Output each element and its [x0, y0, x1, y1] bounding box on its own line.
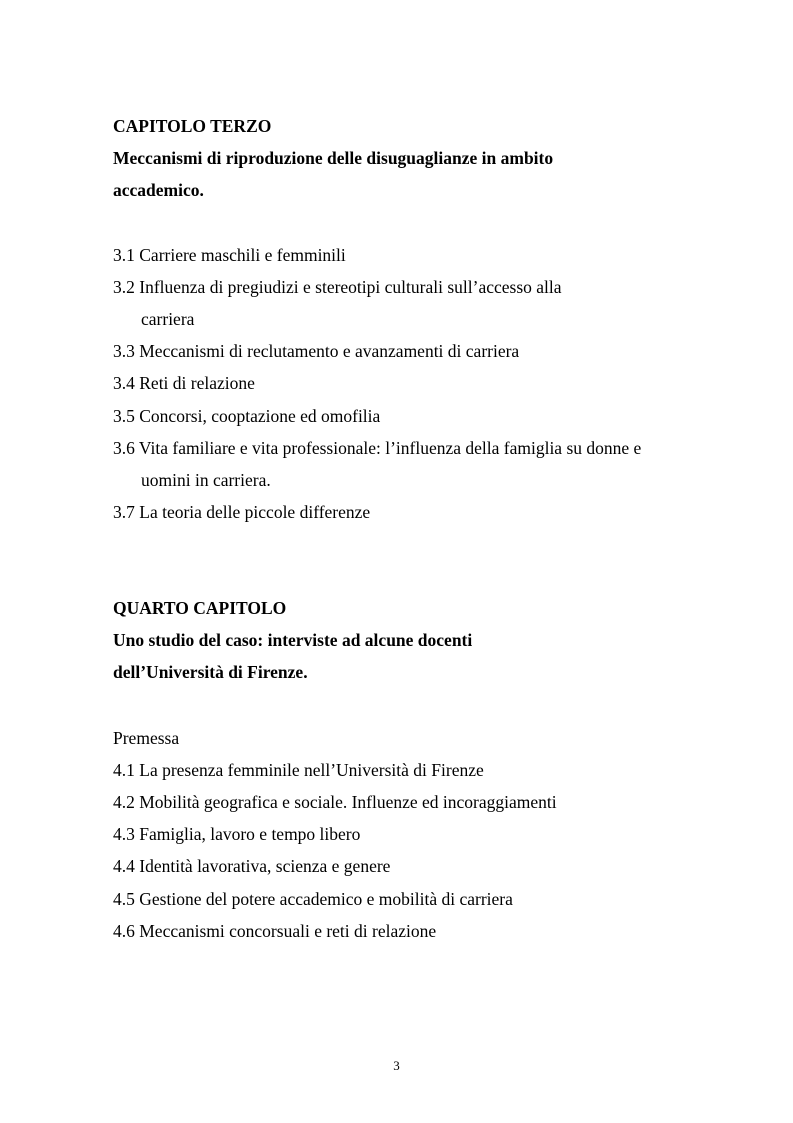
page-number: 3	[393, 1058, 400, 1073]
toc-item-3-6: 3.6 Vita familiare e vita professionale: l’influenza della famiglia su donne e	[113, 438, 642, 458]
toc-item-premessa: Premessa	[113, 728, 180, 748]
toc-item-3-7: 3.7 La teoria delle piccole differenze	[113, 502, 371, 522]
chapter3-title-line1: Meccanismi di riproduzione delle disuguaglianze in ambito	[113, 148, 554, 168]
toc-item-3-1: 3.1 Carriere maschili e femminili	[113, 245, 346, 265]
chapter3-title-line2: accademico.	[113, 180, 204, 200]
toc-item-3-5: 3.5 Concorsi, cooptazione ed omofilia	[113, 406, 381, 426]
toc-item-4-2: 4.2 Mobilità geografica e sociale. Influenze ed incoraggiamenti	[113, 792, 557, 812]
toc-item-4-6: 4.6 Meccanismi concorsuali e reti di relazione	[113, 921, 437, 941]
chapter4-title-line1: Uno studio del caso: interviste ad alcune docenti	[113, 630, 473, 650]
chapter4-title-line2: dell’Università di Firenze.	[113, 662, 308, 682]
toc-item-4-3: 4.3 Famiglia, lavoro e tempo libero	[113, 824, 361, 844]
toc-item-4-4: 4.4 Identità lavorativa, scienza e genere	[113, 856, 391, 876]
toc-item-3-4: 3.4 Reti di relazione	[113, 373, 255, 393]
toc-item-3-2: 3.2 Influenza di pregiudizi e stereotipi culturali sull’accesso alla	[113, 277, 562, 297]
toc-item-4-5: 4.5 Gestione del potere accademico e mobilità di carriera	[113, 889, 513, 909]
toc-item-3-6-continued: uomini in carriera.	[141, 470, 271, 490]
toc-item-3-3: 3.3 Meccanismi di reclutamento e avanzamenti di carriera	[113, 341, 520, 361]
chapter4-heading: QUARTO CAPITOLO	[113, 598, 287, 618]
toc-item-4-1: 4.1 La presenza femminile nell’Università di Firenze	[113, 760, 484, 780]
toc-item-3-2-continued: carriera	[141, 309, 195, 329]
chapter3-heading: CAPITOLO TERZO	[113, 116, 272, 136]
